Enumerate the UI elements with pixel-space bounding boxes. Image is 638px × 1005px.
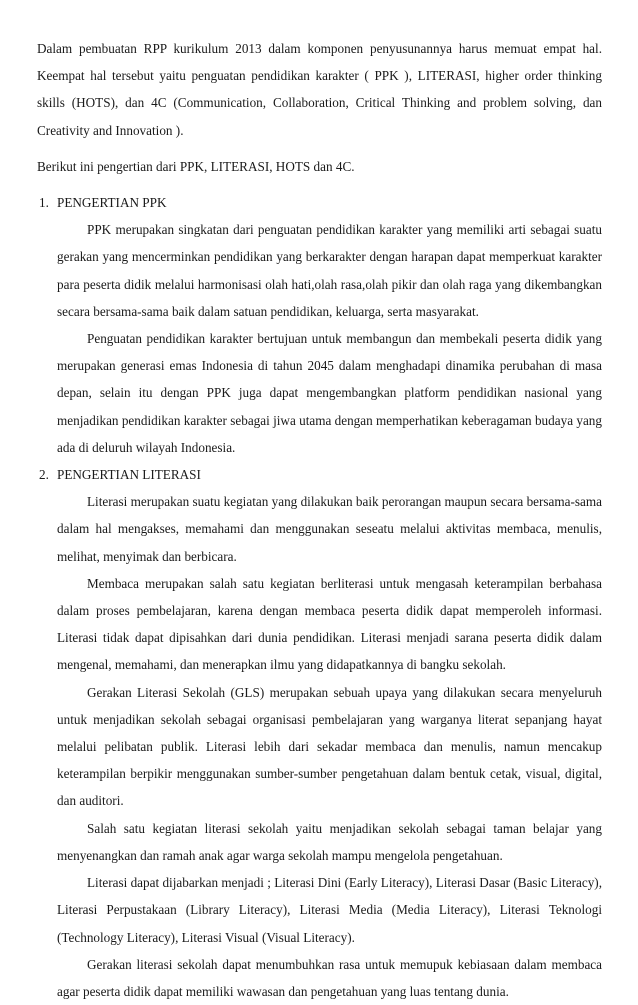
- section-title: PENGERTIAN LITERASI: [57, 467, 201, 483]
- section-paragraph: Salah satu kegiatan literasi sekolah yaitu menjadikan sekolah sebagai taman belajar yang menyenangkan dan ramah anak agar warga sekolah mampu mengelola pengetahuan.: [57, 820, 602, 863]
- section-paragraph: PPK merupakan singkatan dari penguatan pendidikan karakter yang memiliki arti sebagai suatu gerakan yang mencerminkan pendidikan yang berkarakter dengan harapan dapat memperkuat karakter para peserta didik melalui harmonisasi olah hati,olah rasa,olah pikir dan olah raga yang dikembangkan secara bersama-sama baik dalam satuan pendidikan, keluarga, serta masyarakat.: [57, 222, 602, 319]
- document-page: [37, 35, 602, 1005]
- spacer: [37, 144, 602, 153]
- section-paragraph: Membaca merupakan salah satu kegiatan berliterasi untuk mengasah keterampilan berbahasa dalam proses pembelajaran, karena dengan membaca peserta didik dapat memperoleh informasi. Literasi tidak dapat dipisahkan dari dunia pendidikan. Literasi menjadi sarana peserta didik dalam mengenal, memahami, dan menerapkan ilmu yang didapatkannya di bangku sekolah.: [57, 575, 602, 673]
- section-title: PENGERTIAN PPK: [57, 195, 167, 211]
- intro-summary: Berikut ini pengertian dari PPK, LITERASI, HOTS dan 4C.: [37, 158, 355, 174]
- section-ppk: [37, 189, 602, 461]
- section-paragraph: Gerakan literasi sekolah dapat menumbuhkan rasa untuk memupuk kebiasaan dalam membaca agar peserta didik dapat memiliki wawasan dan pengetahuan yang luas tentang dunia.: [57, 956, 602, 999]
- section-paragraph: Gerakan Literasi Sekolah (GLS) merupakan sebuah upaya yang dilakukan secara menyeluruh untuk menjadikan sekolah sebagai organisasi pembelajaran yang warganya literat sepanjang hayat melalui pelibatan publik. Literasi lebih dari sekadar membaca dan menulis, namun mencakup keterampilan berpikir menggunakan sumber-sumber pengetahuan dalam bentuk cetak, visual, digital, dan auditori.: [57, 684, 602, 809]
- section-heading: [37, 189, 602, 216]
- intro-paragraph: Dalam pembuatan RPP kurikulum 2013 dalam komponen penyusunannya harus memuat empat hal. Keempat hal tersebut yaitu penguatan pendidikan karakter ( PPK ), LITERASI, higher order thinking skills (HOTS), dan 4C (Communication, Collaboration, Critical Thinking and problem solving, dan Creativity and Innovation ).: [37, 41, 602, 138]
- section-paragraph: Penguatan pendidikan karakter bertujuan untuk membangun dan membekali peserta didik yang merupakan generasi emas Indonesia di tahun 2045 dalam menghadapi dinamika perubahan di masa depan, selain itu dengan PPK juga dapat mengembangkan platform pendidikan nasional yang menjadikan pendidikan karakter sebagai jiwa utama dengan memperhatikan keberagaman budaya yang ada di deluruh wilayah Indonesia.: [57, 331, 602, 455]
- section-heading: [37, 461, 602, 488]
- section-number: 2.: [39, 467, 49, 483]
- section-paragraph: Literasi dapat dijabarkan menjadi ; Literasi Dini (Early Literacy), Literasi Dasar (Basic Literacy), Literasi Perpustakaan (Library Literacy), Literasi Media (Media Literacy), Literasi Teknologi (Technology Literacy), Literasi Visual (Visual Literacy).: [57, 875, 602, 945]
- section-paragraph: Literasi merupakan suatu kegiatan yang dilakukan baik perorangan maupun secara bersama-sama dalam hal mengakses, memahami dan menggunakan seseatu melalui aktivitas membaca, menulis, melihat, menyimak dan berbicara.: [57, 494, 602, 564]
- section-literasi: [37, 461, 602, 1005]
- spacer: [37, 180, 602, 189]
- section-number: 1.: [39, 195, 49, 211]
